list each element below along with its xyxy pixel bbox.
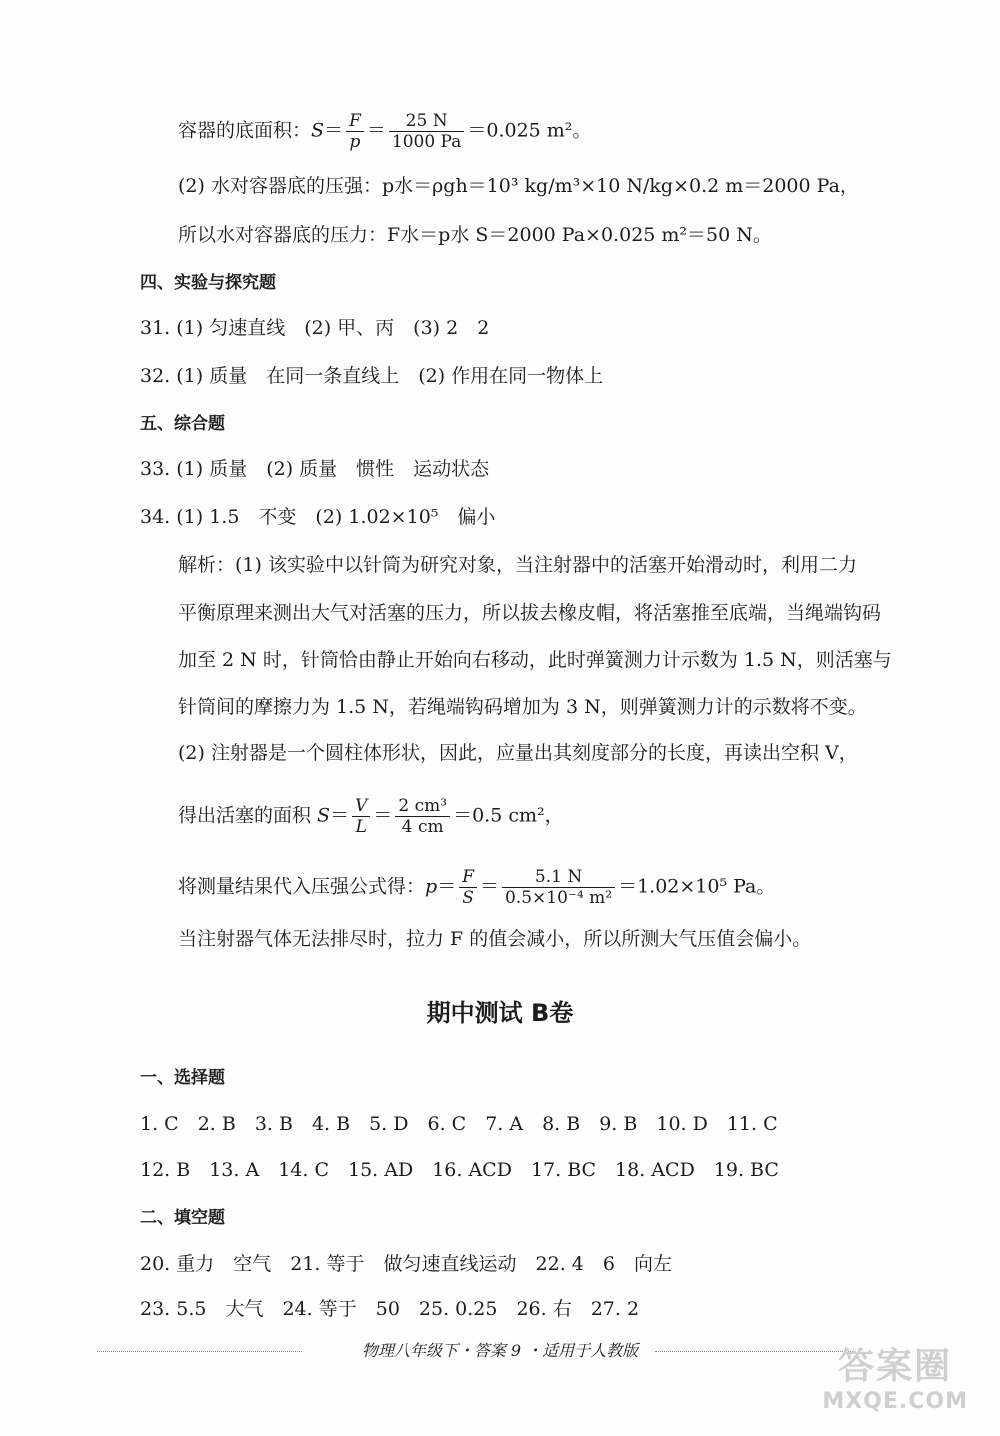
fill-answers-line: 20. 重力 空气 21. 等于 做匀速直线运动 22. 4 6 向左 [140, 1253, 672, 1275]
answer-q32: 32. (1) 质量 在同一条直线上 (2) 作用在同一物体上 [140, 365, 604, 387]
analysis-line: 平衡原理来测出大气对活塞的压力，所以拔去橡皮帽，将活塞推至底端，当绳端钩码 [178, 602, 882, 624]
section-heading-choice: 一、选择题 [140, 1068, 225, 1088]
page-footer: 物理八年级下・答案 9 ・适用于人教版 [361, 1341, 639, 1360]
area-equation-prefix: 得出活塞的面积 [178, 804, 318, 827]
fraction-denominator: p [349, 132, 361, 152]
analysis-line: 解析：(1) 该实验中以针筒为研究对象，当注射器中的活塞开始滑动时，利用二力 [178, 554, 857, 576]
analysis-line: 针筒间的摩擦力为 1.5 N，若绳端钩码增加为 3 N，则弹簧测力计的示数将不变。 [178, 696, 867, 718]
section-heading-fill: 二、填空题 [140, 1208, 225, 1228]
fraction-numerator: F [459, 867, 477, 888]
fraction-v-over-l [352, 796, 370, 837]
piston-area-equation [178, 796, 564, 837]
fill-answers-line: 23. 5.5 大气 24. 等于 50 25. 0.25 26. 右 27. 2 [140, 1298, 640, 1320]
equals-sign: ＝ [373, 804, 393, 827]
fraction-values [389, 111, 464, 152]
page-title: 期中测试 B卷 [426, 999, 574, 1027]
section-heading-experiment: 四、实验与探究题 [140, 273, 276, 293]
fraction-denominator: S [462, 888, 474, 908]
analysis-line: 加至 2 N 时，针筒恰由静止开始向右移动，此时弹簧测力计示数为 1.5 N，则活塞与 [178, 649, 892, 671]
fraction-denominator: 1000 Pa [391, 132, 462, 152]
area-result: ＝0.025 m²。 [467, 119, 592, 142]
pressure-symbol: p [425, 875, 438, 898]
answer-q31: 31. (1) 匀速直线 (2) 甲、丙 (3) 2 2 [140, 317, 490, 339]
fraction-numerator: 2 cm³ [395, 796, 450, 817]
fraction-values [395, 796, 450, 837]
area-equation-line [178, 111, 591, 152]
fraction-numerator: 5.1 N [502, 867, 615, 888]
watermark-logo [822, 1338, 968, 1414]
analysis-line: (2) 注射器是一个圆柱体形状，因此，应量出其刻度部分的长度，再读出空积 V， [178, 742, 858, 764]
fraction-denominator: L [355, 817, 367, 837]
equals-sign: ＝ [366, 119, 386, 142]
watermark-text: 答案圈 [838, 1346, 953, 1387]
watermark-url: MXQE.COM [822, 1389, 968, 1414]
water-force-line: 所以水对容器底的压力：F水＝p水 S＝2000 Pa×0.025 m²＝50 N。 [178, 224, 772, 246]
equals-sign: ＝ [330, 804, 350, 827]
pressure-equation-prefix: 将测量结果代入压强公式得： [178, 875, 426, 898]
choice-answers-line: 1. C 2. B 3. B 4. B 5. D 6. C 7. A 8. B 9. B 10. D 11. C [140, 1113, 778, 1135]
fraction-numerator: 25 N [389, 111, 464, 132]
answer-q34: 34. (1) 1.5 不变 (2) 1.02×10⁵ 偏小 [140, 506, 496, 528]
area-result: ＝0.5 cm²， [453, 804, 564, 827]
fraction-f-over-s [459, 867, 477, 908]
fraction-numerator: V [352, 796, 370, 817]
choice-answers-line: 12. B 13. A 14. C 15. AD 16. ACD 17. BC 18. ACD 19. BC [140, 1159, 779, 1181]
fraction-denominator: 0.5×10⁻⁴ m² [505, 888, 613, 908]
equals-sign: ＝ [324, 119, 344, 142]
equals-sign: ＝ [480, 875, 500, 898]
fraction-f-over-p [346, 111, 364, 152]
area-equation-prefix: 容器的底面积： [178, 119, 312, 142]
analysis-conclusion: 当注射器气体无法排尽时，拉力 F 的值会减小，所以所测大气压值会偏小。 [178, 928, 812, 950]
section-heading-comprehensive: 五、综合题 [140, 414, 225, 434]
equals-sign: ＝ [437, 875, 457, 898]
fraction-numerator: F [346, 111, 364, 132]
fraction-values [502, 867, 615, 908]
area-symbol: S [317, 804, 331, 827]
water-pressure-line: (2) 水对容器底的压强：p水＝ρgh＝10³ kg/m³×10 N/kg×0.2 m＝2000 Pa， [178, 175, 859, 197]
area-symbol: S [311, 119, 325, 142]
pressure-result: ＝1.02×10⁵ Pa。 [618, 875, 776, 898]
answer-q33: 33. (1) 质量 (2) 质量 惯性 运动状态 [140, 458, 490, 480]
pressure-equation [178, 867, 775, 908]
fraction-denominator: 4 cm [401, 817, 444, 837]
